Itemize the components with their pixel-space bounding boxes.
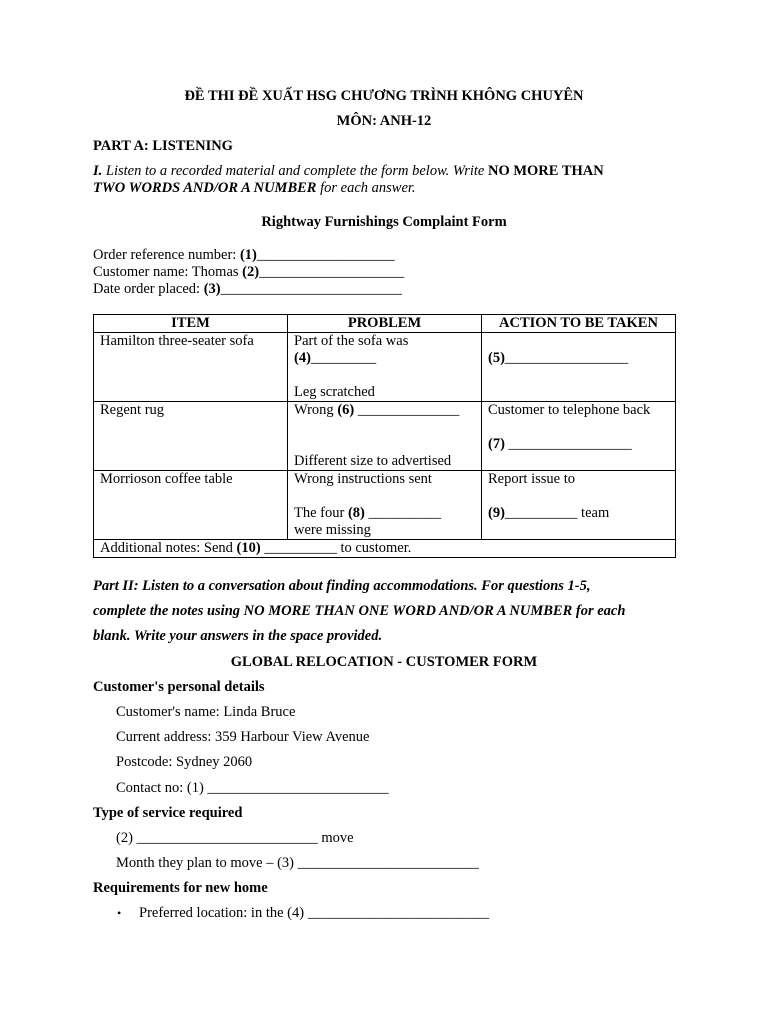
part-a-instruction-line1: I. Listen to a recorded material and complete the form below. Write NO MORE THAN [93, 163, 604, 179]
table-header-row [94, 315, 676, 333]
header-item: ITEM [94, 315, 288, 333]
problem-cell: Wrong instructions sent The four (8) __________ were missing [288, 471, 482, 540]
bullet-icon: • [117, 906, 122, 920]
table-row [94, 402, 676, 471]
order-reference-field: Order reference number: (1)___________________ [93, 247, 395, 263]
action-cell: (5)_________________ [482, 333, 676, 402]
part-ii-instruction-line3: blank. Write your answers in the space provided. [93, 628, 383, 644]
part-ii-instruction-line2: complete the notes using NO MORE THAN ONE WORD AND/OR A NUMBER for each [93, 603, 626, 619]
service-line: (2) _________________________ move [116, 830, 354, 846]
action-cell: Report issue to (9)__________ team [482, 471, 676, 540]
table-row [94, 471, 676, 540]
customer-name-field: Customer name: Thomas (2)____________________ [93, 264, 405, 280]
exam-subject: MÔN: ANH-12 [336, 113, 432, 129]
complaint-table [93, 314, 676, 558]
item-cell: Hamilton three-seater sofa [94, 333, 288, 402]
complaint-form-title: Rightway Furnishings Complaint Form [261, 214, 507, 230]
contact-line: Contact no: (1) _________________________ [116, 780, 389, 796]
header-problem: PROBLEM [288, 315, 482, 333]
postcode-line: Postcode: Sydney 2060 [116, 754, 253, 770]
problem-cell: Part of the sofa was (4)_________ Leg scratched [288, 333, 482, 402]
date-order-field: Date order placed: (3)_________________________ [93, 281, 402, 297]
action-cell: Customer to telephone back (7) _________________ [482, 402, 676, 471]
part-a-instruction-line2: TWO WORDS AND/OR A NUMBER for each answer. [93, 180, 416, 196]
part-ii-instruction-line1: Part II: Listen to a conversation about finding accommodations. For questions 1-5, [93, 578, 591, 594]
item-cell: Morrioson coffee table [94, 471, 288, 540]
customer-name-line: Customer's name: Linda Bruce [116, 704, 296, 720]
item-cell: Regent rug [94, 402, 288, 471]
section-service-type: Type of service required [93, 805, 243, 821]
table-row [94, 333, 676, 402]
part-a-heading: PART A: LISTENING [93, 138, 233, 154]
current-address-line: Current address: 359 Harbour View Avenue [116, 729, 370, 745]
month-line: Month they plan to move – (3) _________________________ [116, 855, 479, 871]
preferred-location-line: Preferred location: in the (4) _________________________ [139, 905, 489, 921]
section-personal-details: Customer's personal details [93, 679, 265, 695]
notes-row [94, 540, 676, 558]
problem-cell: Wrong (6) ______________ Different size to advertised [288, 402, 482, 471]
customer-form-title: GLOBAL RELOCATION - CUSTOMER FORM [230, 654, 538, 670]
header-action: ACTION TO BE TAKEN [482, 315, 676, 333]
additional-notes: Additional notes: Send (10) __________ to customer. [94, 540, 676, 558]
section-requirements: Requirements for new home [93, 880, 268, 896]
exam-title: ĐỀ THI ĐỀ XUẤT HSG CHƯƠNG TRÌNH KHÔNG CHUYÊN [184, 88, 584, 104]
